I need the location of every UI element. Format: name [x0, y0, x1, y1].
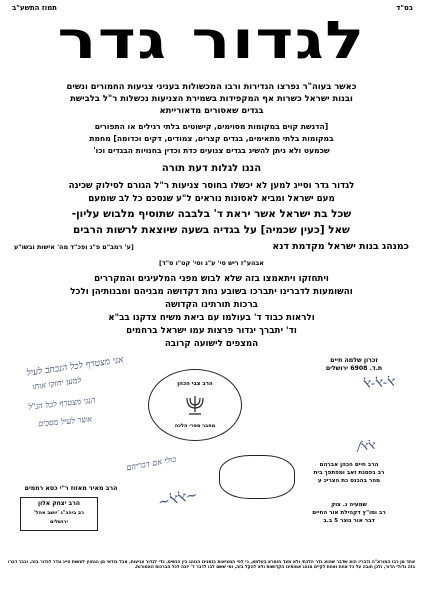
ruling-line: שאל [כעין שכמיה] על בגדיה בשעה שיוצאת לרשות הרבים [73, 224, 350, 236]
header-besiyata: בס"ד [396, 4, 413, 12]
handwritten-note: כולי אם דבריהם [125, 454, 177, 473]
rect-stamp: הרב יצחק אלון רב ביהכ"נ 'יושב אהל' ירושלים [20, 497, 98, 531]
page-title: לגדור גדר [57, 11, 366, 71]
handwritten-signature: ﭏﭏ/ [356, 438, 376, 454]
handwritten-note: אשר לעיל מסכים [37, 414, 93, 429]
bracket-line: שכמעט ולא ניתן להשיג בגדים צנועים כדת וכדין בחנויות הבגדים וכו' [93, 146, 330, 155]
bracket-line: במקומות בלתי מתאימים, בגדים קצרים, צמודים, דקים וכדומה] מחמת [89, 134, 334, 143]
handwritten-note: אני מצטרף לכל הנכתב לעיל [25, 355, 125, 379]
oval-stamp [219, 455, 295, 499]
heading: הננו לגלות דעת תורה [161, 163, 262, 174]
closing-line: והשומעות לדברינו יתברכו בשובע נחת דקדושה מבניהם ומבנותיהן ולכל [70, 287, 353, 297]
signatures-area [8, 351, 415, 551]
ruling-reference: אבהע"ז ריש סי' ע"ג וסי' קט"ו ס"ד] [159, 259, 264, 267]
signature-label: הרב מאיר מאזוז ר"י כסא רחמים [24, 485, 118, 492]
bracket-line: [הדגשת קוים במקומות מסוימים, קישוטים בלתי רגילים או התפורים [94, 122, 329, 131]
handwritten-note: הנני מצטרף לכל הנ"ל [27, 395, 96, 412]
handwritten-signature: ﭏ-ﭏ-ﭏ [362, 374, 396, 393]
body-line: לגדור גדר וסייג למען לא יכשלו בחוסר צניעות ר"ל הגורם לסילוק שכינה [68, 181, 355, 191]
signature-block: הרב חיים הכהן אברהם רב בפסגת זאב ומפתפך בית מהר בהכנס כת הצריכ ע [313, 462, 385, 484]
signature-block: שמעיה נ. צוק רב ומו"ץ דקהילת אור החיים דבר אור נוצר 5 ב.ב [312, 502, 386, 524]
intro-line: כאשר בעוה"ר נפרצו הגדירות ורבו המכשולות בעניני צניעות החמורים ונשים [66, 81, 357, 91]
body-line: מעם ישראל ומביא לאסונות נוראים ל"ע שנסכם כל לב שומעם [88, 194, 335, 204]
closing-line: ברכות תורתינו הקדושה [165, 300, 258, 310]
ruling-line: כמנהג בנות ישראל מקדמת דנא [272, 241, 409, 252]
header-date: תמוז התשע"ב [12, 4, 57, 12]
closing-line: וד' יתברך יגדור פרצות עמו ישראל ברחמים [126, 326, 297, 336]
closing-line: המצפים לישועה קרובה [164, 339, 259, 349]
closing-line: ויתחזקו ויתאמצו בזה שלא לבוש מפני המלעיגים והמקררים [94, 274, 329, 284]
handwritten-signature: ~ﭏﭏ~ [156, 487, 200, 511]
round-stamp: הרב צבי הכהן מחבר ספרי הלכה [148, 369, 242, 441]
closing-line: ולראות כבוד ד' בעולמו עם ביאת משיח צדקנו בב"א [108, 313, 315, 323]
intro-line: בגדים שאסורים מדאורייתא [159, 105, 264, 115]
ruling-reference: [ע' רמב"ם פ"ג ופכ"ד מה' אישות ובשו"ע [14, 243, 134, 251]
ruling-line: שכל בת ישראל אשר יראת ד' בלבבה שתוסיף מלבוש עליון- [71, 208, 352, 220]
handwritten-note: למען יחזקו אותו [31, 375, 82, 392]
menorah-icon [181, 392, 209, 416]
intro-line: ובנות ישראל כשרות אף המקפידות בשמירת הצניעות נכשלות ר"ל בלבישת [70, 93, 353, 103]
signature-block: זכרון שלמה חיים ת.ד. 6908 ירושלים [325, 357, 383, 372]
footnote: אחד מן רבו המורא"ה ודבריו הוא שדבר שהוא גדר הלכתי ולא מצד חומרא בעלמא, כי לפי המציאות בזמנינו הנוהג בין הנשים, כדי לגדור צניעות, אבל בודאי מן הנחוץ לעשות סייג וגדר לגדור בזה, וכבר דברו בזה גדולי הדור, ולכן חובה על כל אחת ואחת לקיים מנהג אמותינו הקדושות ולא להקל בזה, ומי ששם לבו לדבר ד' יזכה לכל הברכות האמורות. [8, 560, 415, 571]
